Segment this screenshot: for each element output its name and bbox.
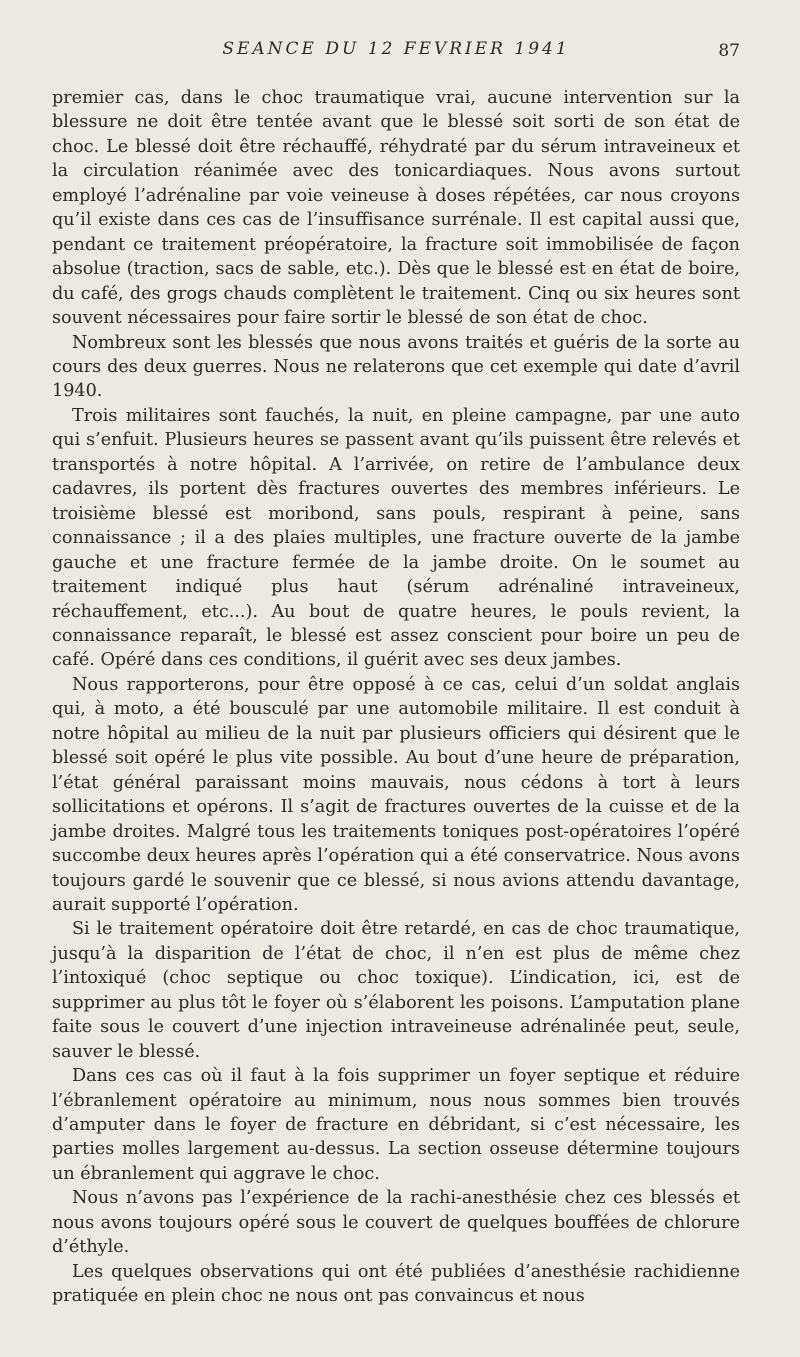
paragraph: Nous n’avons pas l’expérience de la rachi-anesthésie chez ces blessés et nous avons toujours opéré sous le couvert de quelques bouffées de chlorure d’éthyle. [52,1188,740,1258]
paragraph: Dans ces cas où il faut à la fois supprimer un foyer septique et réduire l’ébranlement opératoire au minimum, nous nous sommes bien trouvés d’amputer dans le foyer de fracture en débridant, si c’est nécessaire, les parties molles largement au-dessus. La section osseuse détermine toujours un ébranlement qui aggrave le choc. [52,1066,740,1184]
paragraph: premier cas, dans le choc traumatique vrai, aucune intervention sur la blessure ne doit être tentée avant que le blessé soit sorti de son état de choc. Le blessé doit être réchauffé, réhydraté par du sérum intraveineux et la circulation réanimée avec des tonicardiaques. Nous avons surtout employé l’adrénaline par voie veineuse à doses répétées, car nous croyons qu’il existe dans ces cas de l’insuffisance surrénale. Il est capital aussi que, pendant ce traitement préopératoire, la fracture soit immobilisée de façon absolue (traction, sacs de sable, etc.). Dès que le blessé est en état de boire, du café, des grogs chauds complètent le traitement. Cinq ou six heures sont souvent nécessaires pour faire sortir le blessé de son état de choc. [52,88,740,329]
page-number: 87 [718,41,740,61]
paragraph: Nous rapporterons, pour être opposé à ce cas, celui d’un soldat anglais qui, à moto, a été bousculé par une automobile militaire. Il est conduit à notre hôpital au milieu de la nuit par plusieurs officiers qui désirent que le blessé soit opéré le plus vite possible. Au bout d’une heure de préparation, l’état général paraissant moins mauvais, nous cédons à tort à leurs sollicitations et opérons. Il s’agit de fractures ouvertes de la cuisse et de la jambe droites. Malgré tous les traitements toniques post-opératoires l’opéré succombe deux heures après l’opération qui a été conservatrice. Nous avons toujours gardé le souvenir que ce blessé, si nous avions attendu davantage, aurait supporté l’opération. [52,674,740,915]
running-header [52,38,740,68]
paragraph: Trois militaires sont fauchés, la nuit, en pleine campagne, par une auto qui s’enfuit. Plusieurs heures se passent avant qu’ils puissent être relevés et transportés à notre hôpital. A l’arrivée, on retire de l’ambulance deux cadavres, ils portent dès fractures ouvertes des membres inférieurs. Le troisième blessé est moribond, sans pouls, respirant à peine, sans connaissance ; il a des plaies multiples, une fracture ouverte de la jambe gauche et une fracture fermée de la jambe droite. On le soumet au traitement indiqué plus haut (sérum adrénaliné intraveineux, réchauffement, etc...). Au bout de quatre heures, le pouls revient, la connaissance reparaît, le blessé est assez conscient pour boire un peu de café. Opéré dans ces conditions, il guérit avec ses deux jambes. [52,405,740,671]
paragraph: Nombreux sont les blessés que nous avons traités et guéris de la sorte au cours des deux guerres. Nous ne relaterons que cet exemple qui date d’avril 1940. [52,332,740,402]
running-title: SEANCE DU 12 FEVRIER 1941 [222,39,570,59]
paragraph: Les quelques observations qui ont été publiées d’anesthésie rachidienne pratiquée en plein choc ne nous ont pas convaincus et nous [52,1261,740,1307]
paragraph: Si le traitement opératoire doit être retardé, en cas de choc traumatique, jusqu’à la disparition de l’état de choc, il n’en est plus de même chez l’intoxiqué (choc septique ou choc toxique). L’indication, ici, est de supprimer au plus tôt le foyer où s’élaborent les poisons. L’amputation plane faite sous le couvert d’une injection intraveineuse adrénalinée peut, seule, sauver le blessé. [52,919,740,1062]
body-text [52,86,740,1309]
